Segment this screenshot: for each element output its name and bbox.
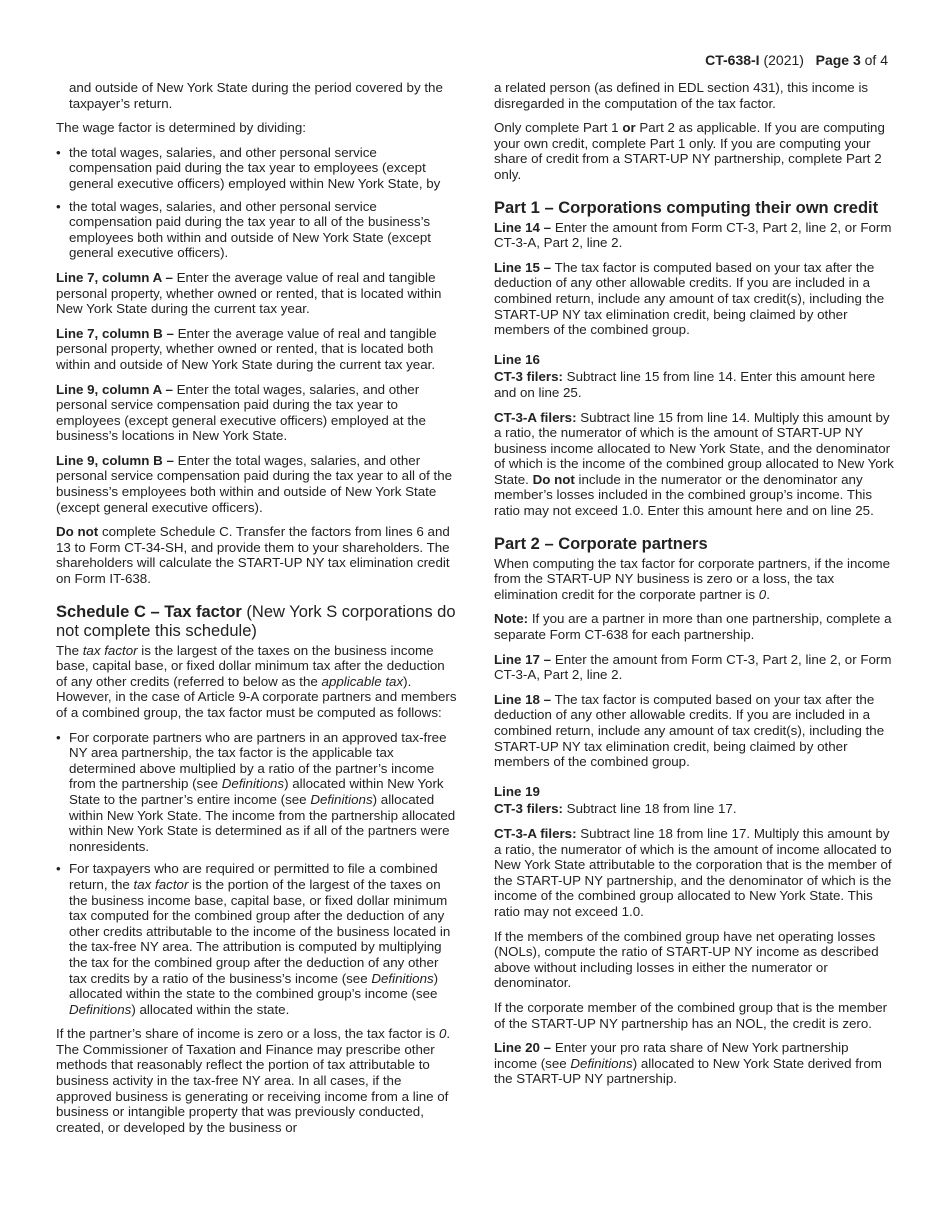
- line18-paragraph: Line 18 – The tax factor is computed based on your tax after the deduction of any other allowable credits. If you are included in a combined return, include any amount of tax credit(s), including the START-UP NY tax elimination credit, being claimed by other members of the combined group.: [494, 691, 885, 770]
- tax-factor-paragraph: The tax factor is the largest of the taxes on the business income base, capital base, or fixed dollar minimum tax after the deduction of any other credits (referred to below as the applicable tax). However, in the case of Article 9-A corporate partners and members of a combined group, the tax factor must be computed as follows:: [56, 642, 457, 720]
- continued-paragraph: a related person (as defined in EDL section 431), this income is disregarded in the computation of the tax factor.: [494, 80, 869, 111]
- donot-paragraph: Do not complete Schedule C. Transfer the factors from lines 6 and 13 to Form CT-34-SH, and provide them to your shareholders. The shareholders will calculate the START-UP NY tax elimination credit on Form IT-638.: [56, 524, 450, 587]
- part2-heading: Part 2 – Corporate partners: [494, 534, 708, 553]
- note-paragraph: Note: If you are a partner in more than one partnership, complete a separate Form CT-638 for each partnership.: [494, 611, 892, 643]
- page-header: [705, 52, 888, 68]
- partner-share-paragraph: If the partner’s share of income is zero or a loss, the tax factor is 0. The Commissioner of Taxation and Finance may prescribe other methods that reasonably reflect the portion of tax attributable to business activity in the tax-free NY area. In all cases, if the approved business is generating or receiving income from a line of business or intangible property that was previously conducted, created, or developed by the business or: [56, 1026, 451, 1135]
- part2-intro-paragraph: When computing the tax factor for corporate partners, if the income from the START-UP NY business is zero or a loss, the tax elimination credit for the corporate partner is 0.: [494, 555, 891, 602]
- nol-member-paragraph: If the corporate member of the combined group that is the member of the START-UP NY partnership has an NOL, the credit is zero.: [494, 999, 888, 1031]
- line19-heading: Line 19: [494, 783, 540, 799]
- list-item: • For corporate partners who are partners in an approved tax-free NY area partnership, the tax factor is the applicable tax determined above multiplied by a ratio of the partner’s income from the partnership (see Definitions) allocated within New York State to the partner’s entire income (see Definitions) allocated within New York State. The income from the partnership allocated within New York State is determined as if all of the partners were nonresidents.: [56, 730, 458, 855]
- part1-heading: Part 1 – Corporations computing their own credit: [494, 198, 879, 217]
- form-number: CT-638-I: [705, 52, 760, 68]
- line16-ct3-paragraph: CT-3 filers: Subtract line 15 from line 14. Enter this amount here and on line 25.: [494, 369, 876, 400]
- schedule-c-heading: Schedule C – Tax factor (New York S corporations do not complete this schedule): [56, 602, 456, 640]
- line17-paragraph: Line 17 – Enter the amount from Form CT-3, Part 2, line 2, or Form CT-3-A, Part 2, line 2.: [494, 651, 892, 683]
- list-item: • the total wages, salaries, and other personal service compensation paid during the tax year to all of the business’s employees both within and outside of New York State (except general executive officers).: [56, 199, 458, 261]
- wage-intro: The wage factor is determined by dividing:: [56, 120, 306, 136]
- only-complete-paragraph: Only complete Part 1 or Part 2 as applicable. If you are computing your own credit, complete Part 1 only. If you are computing your share of credit from a START-UP NY partnership, complete Part 2 only.: [494, 120, 885, 182]
- list-item: • the total wages, salaries, and other personal service compensation paid during the tax year to employees (except general executive officers) employed within New York State, by: [56, 145, 458, 192]
- line15-paragraph: Line 15 – The tax factor is computed based on your tax after the deduction of any other allowable credits. If you are included in a combined return, include any amount of tax credit(s), including the START-UP NY tax elimination credit, being claimed by other members of the combined group.: [494, 259, 885, 338]
- line19-ct3a-paragraph: CT-3-A filers: Subtract line 18 from line 17. Multiply this amount by a ratio, the numerator of which is the amount of income allocated to New York State attributable to the corporation that is the member of the START-UP NY partnership, and the denominator of which is the income of the combined group allocated to New York State. This ratio may not exceed 1.0.: [494, 825, 892, 919]
- wage-factor-list: [56, 145, 458, 261]
- right-column: [494, 80, 894, 1096]
- nol-paragraph: If the members of the combined group have net operating losses (NOLs), compute the ratio of START-UP NY income as described above without including losses in either the numerator or denominator.: [494, 928, 879, 991]
- list-item: • For taxpayers who are required or permitted to file a combined return, the tax factor is the portion of the largest of the taxes on the business income base, capital base, or fixed dollar minimum tax computed for the combined group after the deduction of any other credits attributable to the income of the business located in the tax-free NY area. The attribution is computed by multiplying the tax for the combined group after the deduction of any other tax credits by a ratio of the business’s income (see Definitions) allocated within the state to the combined group’s income (see Definitions) allocated within the state.: [56, 861, 458, 1017]
- line7a-paragraph: Line 7, column A – Enter the average value of real and tangible personal property, whether owned or rented, that is located within New York State during the current tax year.: [56, 269, 442, 317]
- line14-paragraph: Line 14 – Enter the amount from Form CT-3, Part 2, line 2, or Form CT-3-A, Part 2, line 2.: [494, 219, 892, 251]
- continued-paragraph: and outside of New York State during the period covered by the taxpayer’s return.: [69, 80, 443, 111]
- page-label: Page 3: [815, 52, 861, 68]
- line19-ct3-paragraph: CT-3 filers: Subtract line 18 from line 17.: [494, 801, 737, 817]
- line16-ct3a-paragraph: CT-3-A filers: Subtract line 15 from line 14. Multiply this amount by a ratio, the numerator of which is the amount of START-UP NY business income allocated to New York State, and the denominator of which is the income of the combined group allocated to New York State. Do not include in the numerator or the denominator any member’s losses included in the combined group’s income. This ratio may not exceed 1.0. Enter this amount here and on line 25.: [494, 409, 894, 519]
- line9a-paragraph: Line 9, column A – Enter the total wages, salaries, and other personal service compensation paid during the tax year to employees (except general executive officers) employed at the business’s locations in New York State.: [56, 381, 426, 444]
- line9b-paragraph: Line 9, column B – Enter the total wages, salaries, and other personal service compensation paid during the tax year to all of the business’s employees both within and outside of New York State (except general executive officers).: [56, 452, 453, 515]
- page-of: of 4: [864, 52, 888, 68]
- line7b-paragraph: Line 7, column B – Enter the average value of real and tangible personal property, whether owned or rented, that is located both within and outside of New York State during the current tax year.: [56, 325, 437, 372]
- form-year: (2021): [763, 52, 804, 68]
- tax-factor-list: [56, 730, 458, 1018]
- left-column: [56, 80, 458, 1144]
- line16-heading: Line 16: [494, 351, 540, 367]
- line20-paragraph: Line 20 – Enter your pro rata share of New York partnership income (see Definitions) allocated to New York State derived from the START-UP NY partnership.: [494, 1040, 882, 1087]
